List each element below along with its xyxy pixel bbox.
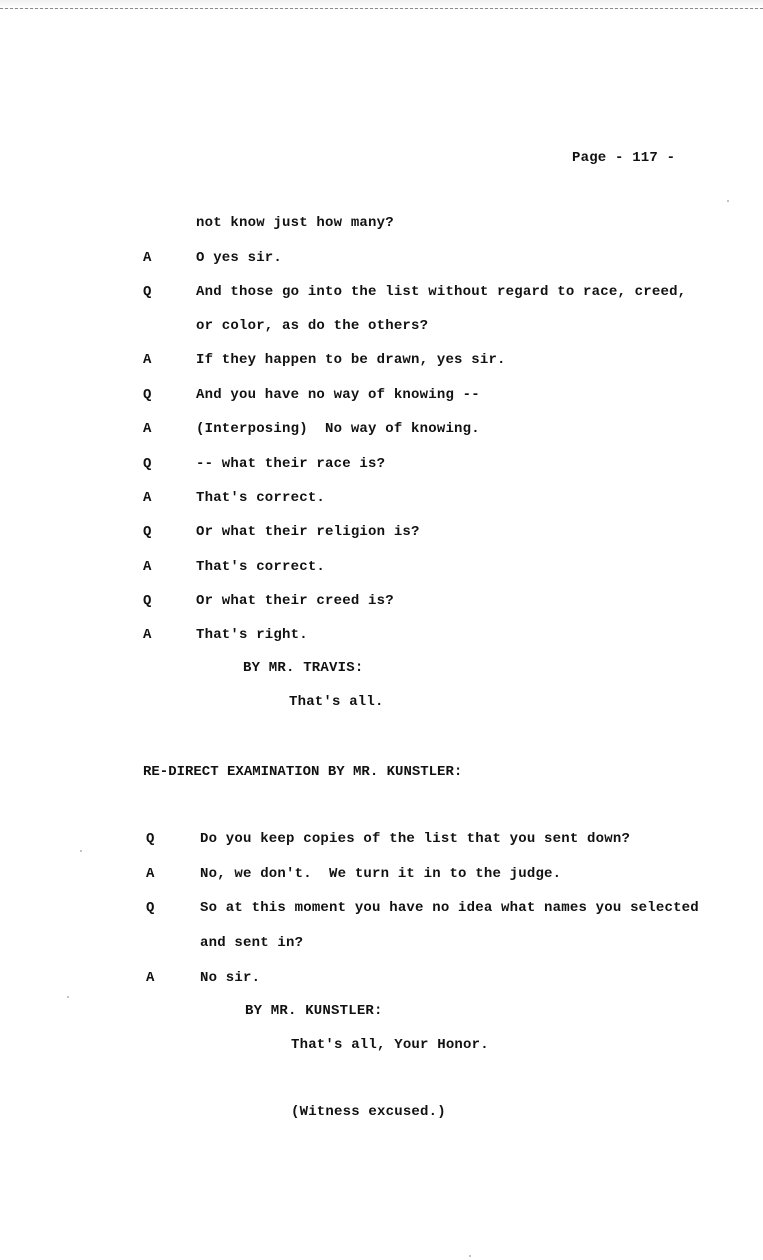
- testimony-line-1: not know just how many?: [196, 215, 394, 231]
- speaker-marker: A: [143, 627, 152, 643]
- speaker-marker: Q: [146, 900, 155, 916]
- scan-speck: [469, 1255, 471, 1257]
- redirect-line-1: Do you keep copies of the list that you sent down?: [200, 831, 631, 847]
- speaker-marker: A: [143, 490, 152, 506]
- scanned-page-top-edge: [0, 0, 763, 9]
- scan-speck: [80, 850, 82, 852]
- speaker-marker: Q: [146, 831, 155, 847]
- testimony-line-5: If they happen to be drawn, yes sir.: [196, 352, 506, 368]
- testimony-line-8: -- what their race is?: [196, 456, 386, 472]
- testimony-line-6: And you have no way of knowing --: [196, 387, 480, 403]
- speaker-marker: A: [143, 250, 152, 266]
- witness-excused-note: (Witness excused.): [291, 1104, 446, 1120]
- testimony-line-3: And those go into the list without regard to race, creed,: [196, 284, 687, 300]
- counsel-statement-travis: That's all.: [289, 694, 384, 710]
- scan-speck: [67, 996, 69, 998]
- testimony-line-12: Or what their creed is?: [196, 593, 394, 609]
- counsel-attribution-travis: BY MR. TRAVIS:: [243, 660, 364, 676]
- redirect-line-4: and sent in?: [200, 935, 304, 951]
- speaker-marker: A: [143, 352, 152, 368]
- speaker-marker: Q: [143, 284, 152, 300]
- scan-speck: [727, 200, 729, 202]
- counsel-attribution-kunstler: BY MR. KUNSTLER:: [245, 1003, 383, 1019]
- testimony-line-13: That's right.: [196, 627, 308, 643]
- testimony-line-4: or color, as do the others?: [196, 318, 429, 334]
- testimony-line-2: O yes sir.: [196, 250, 283, 266]
- testimony-line-7: (Interposing) No way of knowing.: [196, 421, 480, 437]
- speaker-marker: A: [143, 421, 152, 437]
- redirect-line-5: No sir.: [200, 970, 261, 986]
- speaker-marker: Q: [143, 387, 152, 403]
- speaker-marker: Q: [143, 524, 152, 540]
- page-number: Page - 117 -: [572, 150, 676, 166]
- redirect-line-3: So at this moment you have no idea what names you selected: [200, 900, 699, 916]
- speaker-marker: A: [146, 866, 155, 882]
- speaker-marker: A: [146, 970, 155, 986]
- speaker-marker: Q: [143, 593, 152, 609]
- speaker-marker: A: [143, 559, 152, 575]
- counsel-statement-kunstler: That's all, Your Honor.: [291, 1037, 489, 1053]
- section-heading-redirect: RE-DIRECT EXAMINATION BY MR. KUNSTLER:: [143, 764, 463, 780]
- testimony-line-9: That's correct.: [196, 490, 326, 506]
- testimony-line-10: Or what their religion is?: [196, 524, 420, 540]
- redirect-line-2: No, we don't. We turn it in to the judge.: [200, 866, 562, 882]
- speaker-marker: Q: [143, 456, 152, 472]
- testimony-line-11: That's correct.: [196, 559, 326, 575]
